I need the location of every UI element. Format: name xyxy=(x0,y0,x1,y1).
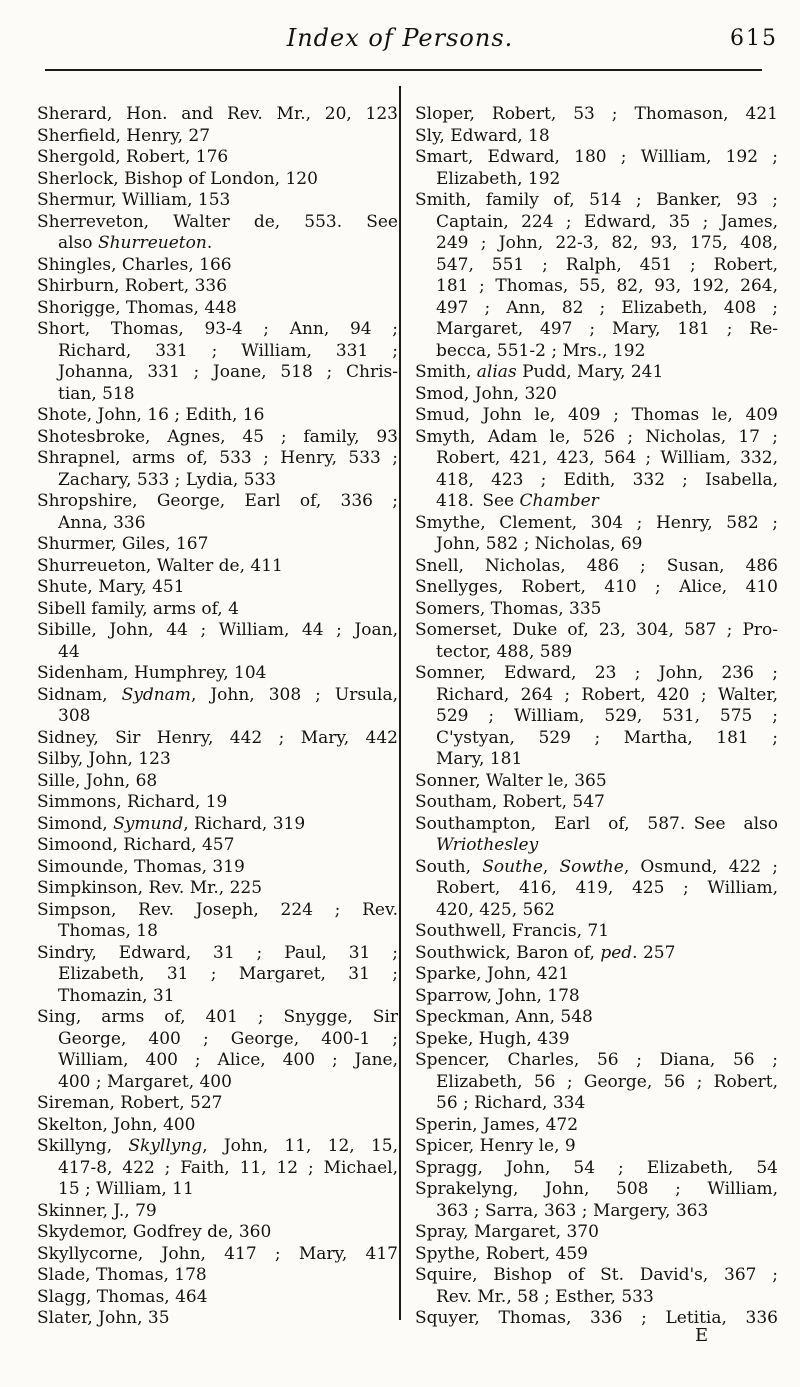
index-line: Slade, Thomas, 178 xyxy=(37,1265,207,1285)
index-line: 497 ; Ann, 82 ; Elizabeth, 408 ; xyxy=(436,297,778,318)
index-line: 418, 423 ; Edith, 332 ; Isabella, xyxy=(436,469,778,490)
index-line: Sille, John, 68 xyxy=(37,770,158,791)
index-line: Sidenham, Humphrey, 104 xyxy=(37,663,267,683)
index-line: Short, Thomas, 93-4 ; Ann, 94 ; xyxy=(37,319,398,339)
index-line: Spragg, John, 54 ; Elizabeth, 54 xyxy=(415,1157,778,1178)
index-line: Zachary, 533 ; Lydia, 533 xyxy=(58,469,277,490)
index-line: Sidnam, Sydnam, John, 308 ; Ursula, xyxy=(37,684,398,705)
index-line: 56 ; Richard, 334 xyxy=(436,1093,586,1113)
index-line: Spray, Margaret, 370 xyxy=(415,1222,599,1242)
index-line: Smyth, Adam le, 526 ; Nicholas, 17 ; xyxy=(415,426,778,447)
index-line: Speckman, Ann, 548 xyxy=(415,1007,593,1027)
index-line: 418. See Chamber xyxy=(436,491,599,511)
index-line: 547, 551 ; Ralph, 451 ; Robert, xyxy=(436,254,778,275)
index-line: 249 ; John, 22-3, 82, 93, 175, 408, xyxy=(436,233,778,253)
index-line: Thomazin, 31 xyxy=(58,985,175,1006)
index-line: C'ystyan, 529 ; Martha, 181 ; xyxy=(436,727,778,748)
index-line: Smith, alias Pudd, Mary, 241 xyxy=(415,362,664,382)
index-line: Sibille, John, 44 ; William, 44 ; Joan, xyxy=(37,620,398,640)
index-line: Smart, Edward, 180 ; William, 192 ; xyxy=(415,147,778,167)
index-line: Skelton, John, 400 xyxy=(37,1114,196,1135)
index-line: Sloper, Robert, 53 ; Thomason, 421 xyxy=(415,104,778,124)
index-line: Mary, 181 xyxy=(436,749,523,769)
index-line: Shurreueton, Walter de, 411 xyxy=(37,555,283,576)
index-line: Shropshire, George, Earl of, 336 ; xyxy=(37,491,398,511)
index-line: also Shurreueton. xyxy=(58,233,213,253)
index-line: Wriothesley xyxy=(436,835,539,855)
index-line: Simmons, Richard, 19 xyxy=(37,792,228,812)
printer-signature-mark: E xyxy=(695,1325,709,1346)
index-line: Southwell, Francis, 71 xyxy=(415,921,610,941)
index-line: Elizabeth, 192 xyxy=(436,168,561,189)
index-line: Richard, 264 ; Robert, 420 ; Walter, xyxy=(436,684,778,705)
index-line: 417-8, 422 ; Faith, 11, 12 ; Michael, xyxy=(58,1157,398,1178)
index-line: 308 xyxy=(58,706,91,726)
index-line: Skydemor, Godfrey de, 360 xyxy=(37,1222,272,1242)
index-line: Captain, 224 ; Edward, 35 ; James, xyxy=(436,211,778,232)
index-line: Shurmer, Giles, 167 xyxy=(37,534,209,554)
index-line: 44 xyxy=(58,641,80,662)
index-line: Johanna, 331 ; Joane, 518 ; Chris- xyxy=(58,362,398,382)
index-line: Snellyges, Robert, 410 ; Alice, 410 xyxy=(415,577,778,597)
index-line: Squyer, Thomas, 336 ; Letitia, 336 xyxy=(415,1308,778,1328)
index-line: Silby, John, 123 xyxy=(37,749,171,769)
index-line: Sparke, John, 421 xyxy=(415,964,570,984)
index-line: Shotesbroke, Agnes, 45 ; family, 93 xyxy=(37,426,398,447)
index-line: Shote, John, 16 ; Edith, 16 xyxy=(37,405,265,425)
index-line: Simoond, Richard, 457 xyxy=(37,835,235,855)
index-column-right xyxy=(415,104,778,1330)
index-line: George, 400 ; George, 400-1 ; xyxy=(58,1028,398,1049)
index-line: Simpson, Rev. Joseph, 224 ; Rev. xyxy=(37,899,398,920)
index-line: Robert, 416, 419, 425 ; William, xyxy=(436,878,778,898)
index-line: Slagg, Thomas, 464 xyxy=(37,1286,208,1307)
index-line: Shorigge, Thomas, 448 xyxy=(37,297,237,318)
index-line: Sparrow, John, 178 xyxy=(415,985,580,1006)
index-line: 363 ; Sarra, 363 ; Margery, 363 xyxy=(436,1200,709,1221)
column-divider xyxy=(399,86,401,1320)
index-line: Smud, John le, 409 ; Thomas le, 409 xyxy=(415,405,778,425)
index-line: Shirburn, Robert, 336 xyxy=(37,276,228,296)
index-line: Shute, Mary, 451 xyxy=(37,577,185,597)
index-line: Simond, Symund, Richard, 319 xyxy=(37,813,306,834)
index-line: becca, 551-2 ; Mrs., 192 xyxy=(436,340,646,361)
index-line: Somner, Edward, 23 ; John, 236 ; xyxy=(415,663,778,683)
index-line: Sherreveton, Walter de, 553. See xyxy=(37,211,398,232)
index-line: South, Southe, Sowthe, Osmund, 422 ; xyxy=(415,856,778,877)
index-line: Sindry, Edward, 31 ; Paul, 31 ; xyxy=(37,942,398,963)
index-line: Speke, Hugh, 439 xyxy=(415,1028,570,1049)
index-line: 400 ; Margaret, 400 xyxy=(58,1071,232,1092)
index-line: Sherard, Hon. and Rev. Mr., 20, 123 xyxy=(37,104,398,124)
index-line: Sibell family, arms of, 4 xyxy=(37,598,239,619)
index-line: Sireman, Robert, 527 xyxy=(37,1093,223,1113)
index-line: Rev. Mr., 58 ; Esther, 533 xyxy=(436,1286,654,1307)
index-line: 420, 425, 562 xyxy=(436,899,555,920)
index-line: Shrapnel, arms of, 533 ; Henry, 533 ; xyxy=(37,448,398,468)
index-line: Southampton, Earl of, 587. See also xyxy=(415,813,778,834)
index-line: Smith, family of, 514 ; Banker, 93 ; xyxy=(415,190,778,210)
header-rule xyxy=(45,69,762,71)
index-line: Southam, Robert, 547 xyxy=(415,792,605,812)
index-line: Squire, Bishop of St. David's, 367 ; xyxy=(415,1265,778,1285)
index-line: Simpkinson, Rev. Mr., 225 xyxy=(37,878,263,898)
page-number: 615 xyxy=(730,26,778,51)
index-line: Spicer, Henry le, 9 xyxy=(415,1136,576,1156)
index-line: Smod, John, 320 xyxy=(415,383,557,404)
index-line: Simounde, Thomas, 319 xyxy=(37,856,245,877)
index-line: Somers, Thomas, 335 xyxy=(415,598,602,619)
index-line: Sonner, Walter le, 365 xyxy=(415,770,607,791)
index-line: Shingles, Charles, 166 xyxy=(37,254,232,275)
index-line: Elizabeth, 56 ; George, 56 ; Robert, xyxy=(436,1071,778,1092)
index-line: William, 400 ; Alice, 400 ; Jane, xyxy=(58,1050,398,1070)
index-line: Skyllycorne, John, 417 ; Mary, 417 xyxy=(37,1243,398,1264)
index-line: Snell, Nicholas, 486 ; Susan, 486 xyxy=(415,555,778,576)
index-line: Sherfield, Henry, 27 xyxy=(37,125,211,146)
index-line: tector, 488, 589 xyxy=(436,641,573,662)
index-line: Spencer, Charles, 56 ; Diana, 56 ; xyxy=(415,1050,778,1070)
index-line: Sperin, James, 472 xyxy=(415,1114,579,1135)
index-line: Sherlock, Bishop of London, 120 xyxy=(37,168,318,189)
index-line: Southwick, Baron of, ped. 257 xyxy=(415,942,676,963)
index-line: 15 ; William, 11 xyxy=(58,1179,194,1199)
index-line: Smythe, Clement, 304 ; Henry, 582 ; xyxy=(415,512,778,533)
index-line: Elizabeth, 31 ; Margaret, 31 ; xyxy=(58,964,398,984)
index-line: Somerset, Duke of, 23, 304, 587 ; Pro- xyxy=(415,620,778,640)
index-line: 529 ; William, 529, 531, 575 ; xyxy=(436,706,778,726)
index-line: Robert, 421, 423, 564 ; William, 332, xyxy=(436,448,778,468)
index-line: Margaret, 497 ; Mary, 181 ; Re- xyxy=(436,319,778,339)
index-line: Richard, 331 ; William, 331 ; xyxy=(58,340,398,361)
index-line: Shergold, Robert, 176 xyxy=(37,147,229,167)
index-line: Sprakelyng, John, 508 ; William, xyxy=(415,1179,778,1199)
index-line: Skillyng, Skyllyng, John, 11, 12, 15, xyxy=(37,1136,398,1156)
index-line: Slater, John, 35 xyxy=(37,1308,170,1328)
index-line: 181 ; Thomas, 55, 82, 93, 192, 264, xyxy=(436,276,778,296)
index-line: Anna, 336 xyxy=(58,512,146,533)
index-line: tian, 518 xyxy=(58,383,135,404)
index-line: Spythe, Robert, 459 xyxy=(415,1243,588,1264)
index-line: John, 582 ; Nicholas, 69 xyxy=(436,534,643,554)
index-column-left xyxy=(37,104,398,1330)
index-line: Shermur, William, 153 xyxy=(37,190,231,210)
index-line: Sidney, Sir Henry, 442 ; Mary, 442 xyxy=(37,727,398,748)
page-title: Index of Persons. xyxy=(286,24,514,52)
index-line: Thomas, 18 xyxy=(58,921,158,941)
index-line: Sly, Edward, 18 xyxy=(415,125,550,146)
index-line: Sing, arms of, 401 ; Snygge, Sir xyxy=(37,1007,398,1027)
index-line: Skinner, J., 79 xyxy=(37,1200,157,1221)
